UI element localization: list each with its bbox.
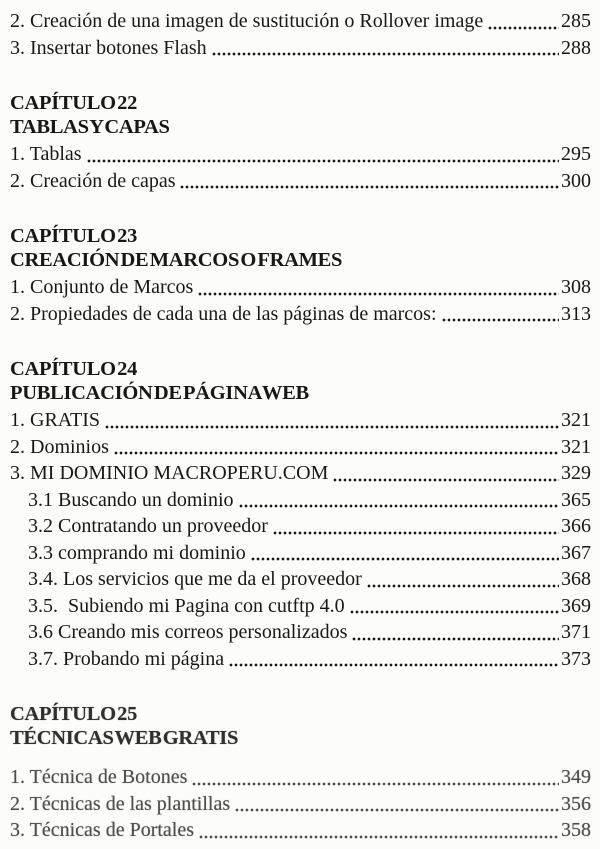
dot-leader [180,185,559,189]
toc-entry-label: 1. GRATIS [10,409,101,431]
dot-leader [192,782,559,786]
toc-subentry [10,593,591,620]
dot-leader [333,478,559,482]
chapter-heading: CAPÍTULO 22 [10,92,138,114]
toc-entry-page: 366 [561,515,591,537]
toc-entry-page: 321 [561,409,591,431]
dot-leader [235,808,559,812]
dot-leader [488,26,559,30]
dot-leader [367,584,559,588]
dot-leader [212,52,559,56]
toc-entry-page: 288 [561,36,591,59]
toc-entry-label: 3.1 Buscando un dominio [28,488,234,511]
dot-leader [105,425,559,429]
toc-entry-page: 369 [561,594,591,617]
chapter-title: TÉCNICAS WEB GRATIS [10,727,239,749]
toc-subentry [10,646,591,673]
toc-entry-label: 2. Creación de una imagen de sustitución o Rollover image [10,10,484,32]
toc-entry-label: 3.5. Subiendo mi Pagina con cutftp 4.0 [28,594,345,617]
chapter-title: TABLAS Y CAPAS [10,116,170,138]
toc-entry [10,434,591,461]
toc-entry [10,460,591,487]
dot-leader [273,531,559,535]
toc-entry-label: 3. MI DOMINIO MACROPERU.COM [10,462,329,484]
toc-entry [10,301,591,328]
chapter-heading: CAPÍTULO 25 [10,703,138,725]
toc-entry-label: 3.6 Creando mis correos personalizados [28,621,348,643]
toc-section-capitulo-25 [10,702,591,844]
toc-entry-label: 2. Dominios [10,435,109,458]
toc-entry-page: 367 [561,541,591,564]
toc-entry-page: 329 [561,462,591,484]
toc-entry-label: 1. Técnica de Botones [10,766,188,788]
dot-leader [87,159,559,163]
toc-entry [10,141,591,168]
toc-entry-label: 3. Técnicas de Portales [10,819,195,841]
toc-entry-page: 358 [561,819,591,841]
dot-leader [199,835,559,839]
toc-entry-page: 321 [561,435,591,458]
dot-leader [251,557,559,561]
toc-entry-label: 1. Tablas [10,143,82,165]
toc-entry-label: 2. Técnicas de las plantillas [10,792,231,815]
toc-entry-label: 3.7. Probando mi página [28,647,225,670]
dot-leader [239,504,559,508]
chapter-heading: CAPÍTULO 23 [10,225,138,247]
toc-section-capitulo-23 [10,224,591,327]
chapter-title: PUBLICACIÓN DE PÁGINA WEB [10,382,309,404]
toc-entry-label: 1. Conjunto de Marcos [10,276,194,298]
toc-entry-page: 285 [561,10,591,32]
toc-section-capitulo-22 [10,91,591,194]
chapter-title: CREACIÓN DE MARCOS O FRAMES [10,249,343,271]
toc-subentry [10,619,591,646]
toc-entry-label: 2. Propiedades de cada una de las páginas de marcos: [10,302,437,325]
dot-leader [442,318,559,322]
toc-entry-page: 371 [561,621,591,643]
toc-entry [10,274,591,301]
toc-entry-page: 368 [561,568,591,590]
chapter-entries [10,141,591,194]
dot-leader [198,292,559,296]
toc-entry-page: 313 [561,302,591,325]
toc-subentry [10,566,591,593]
dot-leader [352,637,559,641]
toc-entry-page: 349 [561,766,591,788]
toc-entry-label: 3.4. Los servicios que me da el proveedor [28,568,362,590]
toc-entry [10,817,591,844]
toc-entry-label: 2. Creación de capas [10,169,176,192]
toc-entry [10,407,591,434]
toc-entry [10,764,591,791]
toc-subentry [10,513,591,540]
toc-entry-label: 3. Insertar botones Flash [10,36,207,59]
toc-section-capitulo-24 [10,357,591,672]
toc-entry-page: 308 [561,276,591,298]
toc-entry [10,8,591,35]
toc-entry-page: 356 [561,792,591,815]
toc-entry [10,168,591,195]
toc-entry [10,791,591,818]
toc-entry [10,35,591,62]
chapter-heading: CAPÍTULO 24 [10,358,138,380]
toc-subentry [10,487,591,514]
chapter-entries [10,407,591,672]
toc-entry-label: 3.3 comprando mi dominio [28,541,246,564]
toc-entry-page: 373 [561,647,591,670]
dot-leader [350,610,559,614]
toc-entry-page: 295 [561,143,591,165]
toc-entry-label: 3.2 Contratando un proveedor [28,515,268,537]
dot-leader [229,663,559,667]
toc-entry-page: 365 [561,488,591,511]
chapter-entries [10,764,591,844]
toc-subentry [10,540,591,567]
dot-leader [114,451,559,455]
toc-entry-page: 300 [561,169,591,192]
chapter-entries [10,274,591,327]
